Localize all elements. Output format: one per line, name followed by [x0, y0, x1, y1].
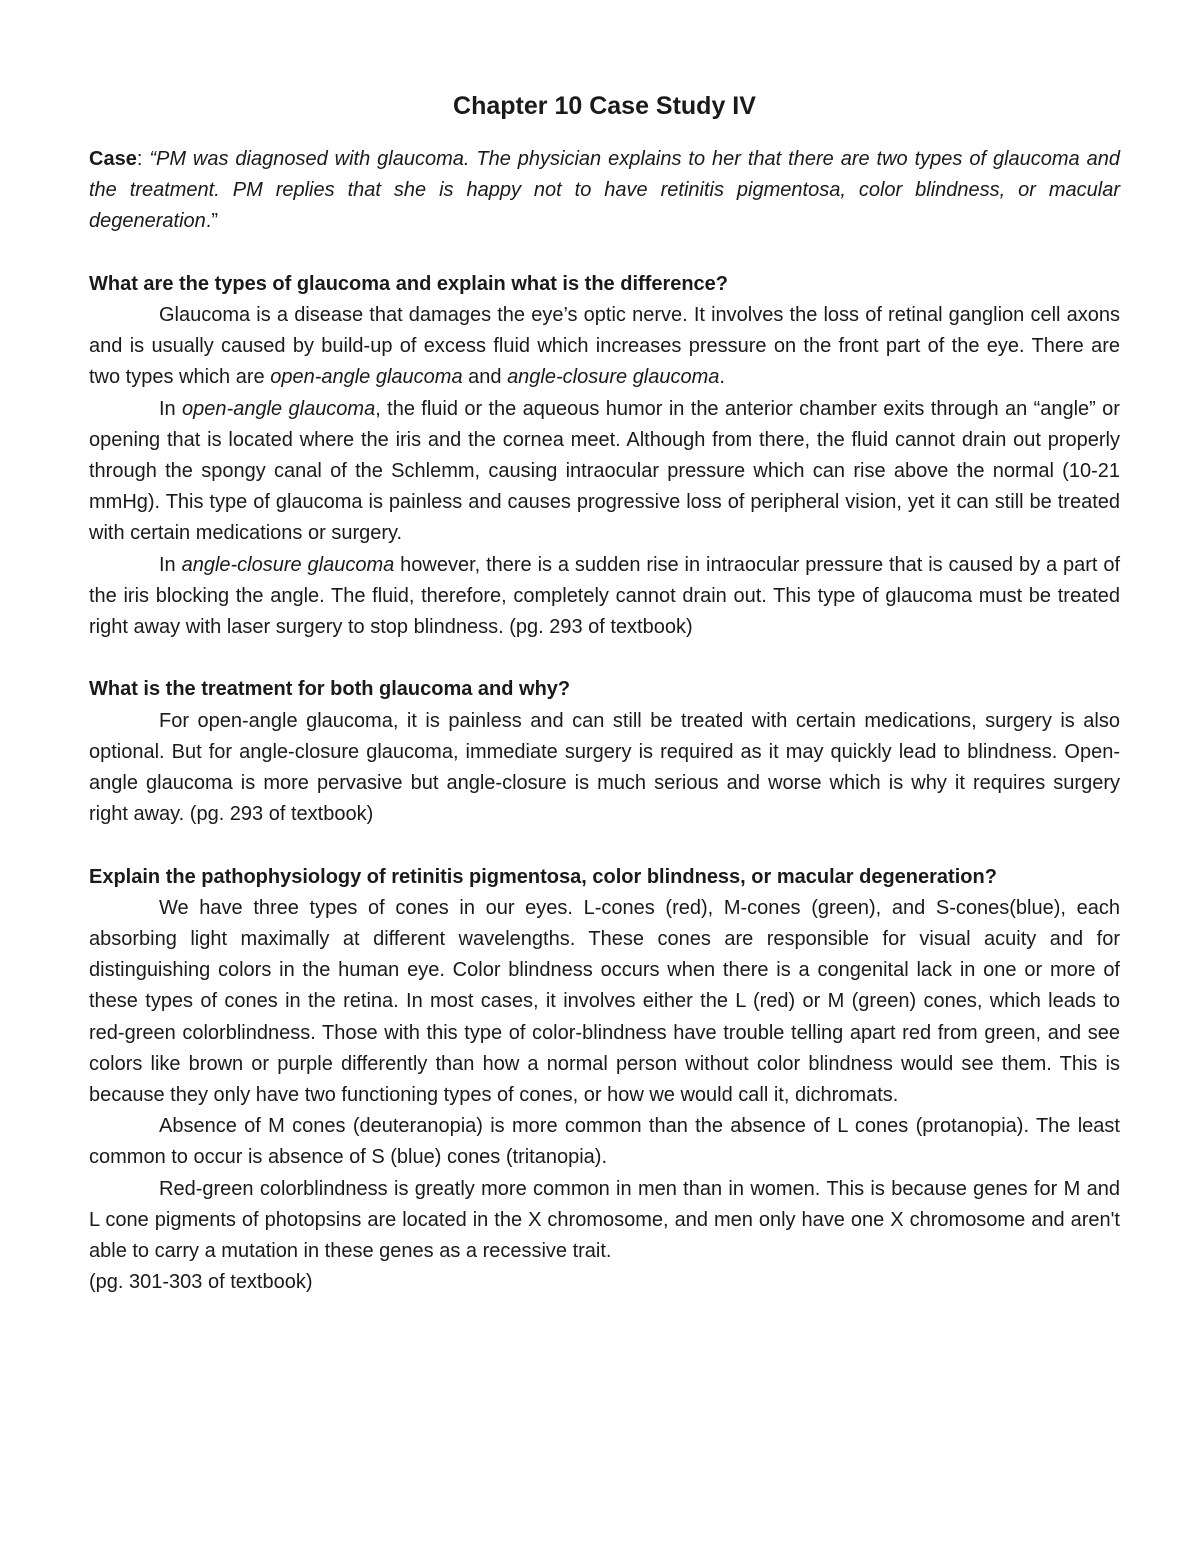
text-run: . — [719, 366, 725, 389]
case-open-quote: “ — [149, 148, 156, 170]
emphasis-angle-closure: angle-closure glaucoma — [507, 366, 720, 389]
question-pathophysiology: Explain the pathophysiology of retinitis pigmentosa, color blindness, or macular degeneration? — [89, 865, 997, 888]
text-run: and — [462, 366, 508, 389]
page-title: Chapter 10 Case Study IV — [453, 92, 756, 120]
text-run: however, there is a sudden rise in intraocular pressure that is caused by a part of the iris blocking the angle. The fluid, therefore, completely cannot drain out. This type of glaucoma must be treated right away with laser surgery to stop blindness. (pg. 293 of textbook) — [89, 553, 1121, 639]
text-run: , the fluid or the aqueous humor in the anterior chamber exits through an “angle” or opening that is located where the iris and the cornea meet. Although from there, the fluid cannot drain out properly through the spongy canal of the Schlemm, causing intraocular pressure which can rise above the normal (10-21 mmHg). This type of glaucoma is painless and causes progressive loss of peripheral vision, yet it can still be treated with certain medications or surgery. — [89, 397, 1120, 545]
text-run: In — [159, 553, 182, 576]
glaucoma-definition-paragraph — [89, 300, 1120, 394]
spacer — [89, 830, 1120, 861]
case-close: .” — [205, 210, 218, 233]
case-paragraph — [89, 144, 1120, 238]
open-angle-paragraph — [89, 394, 1120, 550]
case-text: PM was diagnosed with glaucoma. The physician explains to her that there are two types of glaucoma and the treatment. PM replies that she is happy not to have retinitis pigmentosa, color blindness, or macular degeneration — [89, 148, 1120, 233]
emphasis-open-angle: open-angle glaucoma — [182, 397, 376, 420]
cone-absence-paragraph: Absence of M cones (deuteranopia) is more common than the absence of L cones (protanopia). The least common to occur is absence of S (blue) cones (tritanopia). — [89, 1115, 1120, 1169]
angle-closure-paragraph — [89, 550, 1120, 644]
emphasis-angle-closure: angle-closure glaucoma — [181, 553, 395, 576]
case-label: Case — [89, 148, 137, 170]
red-green-paragraph: Red-green colorblindness is greatly more common in men than in women. This is because genes for M and L cone pigments of photopsins are located in the X chromosome, and men only have one X chromosome and aren't able to carry a mutation in these genes as a recessive trait. — [89, 1177, 1120, 1263]
emphasis-open-angle: open-angle glaucoma — [270, 366, 463, 389]
question-glaucoma-types: What are the types of glaucoma and explain what is the difference? — [89, 272, 729, 295]
text-run: Glaucoma is a disease that damages the eye’s optic nerve. It involves the loss of retinal ganglion cell axons and is usually caused by build-up of excess fluid which increases pressure on the front part of the eye. There are two types which are — [89, 304, 1120, 389]
text-run: In — [159, 397, 183, 420]
spacer — [89, 643, 1120, 674]
treatment-paragraph: For open-angle glaucoma, it is painless and can still be treated with certain medications, surgery is also optional. But for angle-closure glaucoma, immediate surgery is required as it may quickly lead to blindness. Open-angle glaucoma is more pervasive but angle-closure is much serious and worse which is why it requires surgery right away. (pg. 293 of textbook) — [89, 709, 1120, 826]
document-page — [89, 88, 1120, 1298]
case-colon: : — [136, 148, 150, 170]
spacer — [89, 238, 1120, 269]
citation: (pg. 301-303 of textbook) — [89, 1271, 313, 1294]
question-glaucoma-treatment: What is the treatment for both glaucoma and why? — [89, 678, 571, 701]
cones-paragraph: We have three types of cones in our eyes. L-cones (red), M-cones (green), and S-cones(blue), each absorbing light maximally at different wavelengths. These cones are responsible for visual acuity and for distinguishing colors in the human eye. Color blindness occurs when there is a congenital lack in one or more of these types of cones in the retina. In most cases, it involves either the L (red) or M (green) cones, which leads to red-green colorblindness. Those with this type of color-blindness have trouble telling apart red from green, and see colors like brown or purple differently than how a normal person without color blindness would see them. This is because they only have two functioning types of cones, or how we would call it, dichromats. — [89, 896, 1120, 1107]
